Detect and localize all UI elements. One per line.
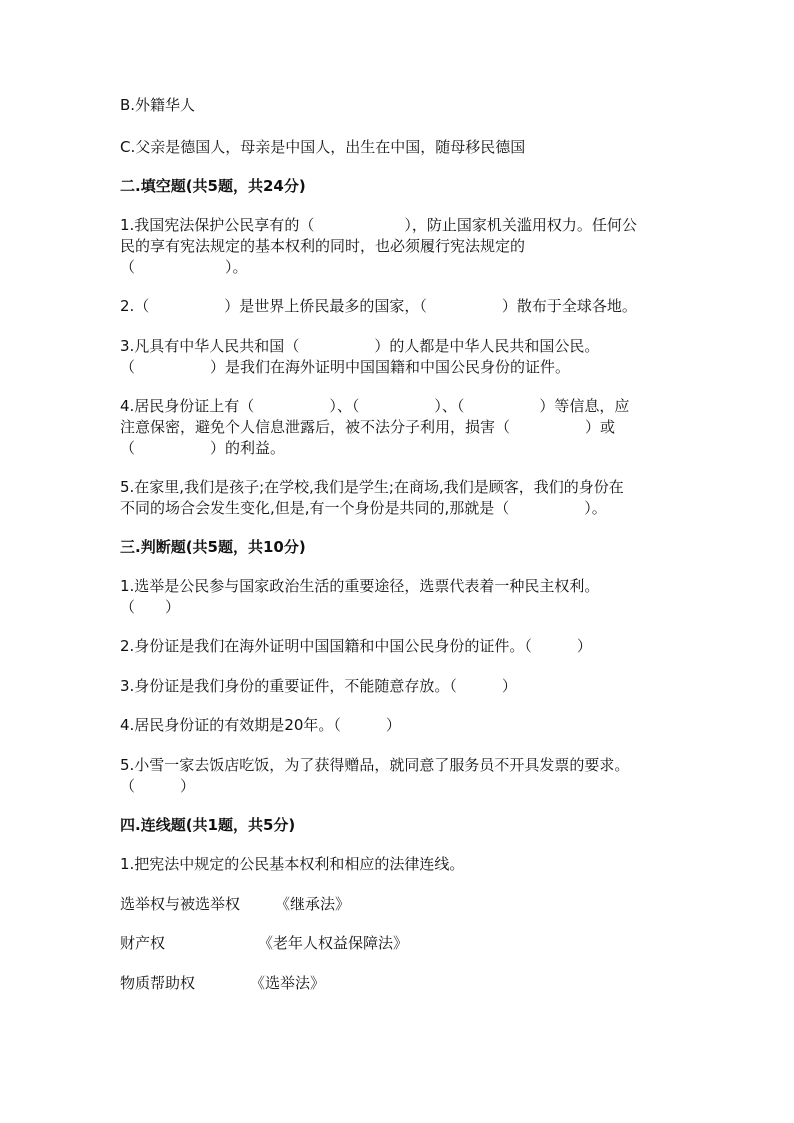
- section-heading-judgement: 三.判断题(共5题，共10分): [120, 538, 306, 556]
- fill-q4-line2: 注意保密，避免个人信息泄露后，被不法分子利用，损害（ ）或: [120, 418, 616, 436]
- judge-q2-line1: 2.身份证是我们在海外证明中国国籍和中国公民身份的证件。（ ）: [120, 637, 592, 655]
- judge-q1-line1: 1.选举是公民参与国家政治生活的重要途径，选票代表着一种民主权利。: [120, 577, 600, 595]
- fill-q2-line1: 2.（ ）是世界上侨民最多的国家，（ ）散布于全球各地。: [120, 297, 637, 315]
- judge-q4-line1: 4.居民身份证的有效期是20年。（ ）: [120, 716, 401, 734]
- fill-q4-line1: 4.居民身份证上有（ ）、（ ）、（ ）等信息，应: [120, 397, 630, 415]
- match-row-right-1: 选举权与被选举权: [120, 895, 241, 913]
- fill-q3-line2: （ ）是我们在海外证明中国国籍和中国公民身份的证件。: [120, 358, 571, 376]
- match-q1-line1: 1.把宪法中规定的公民基本权利和相应的法律连线。: [120, 855, 465, 873]
- judge-q1-line2: （ ）: [120, 598, 181, 616]
- fill-q5-line1: 5.在家里,我们是孩子;在学校,我们是学生;在商场,我们是顾客，我们的身份在: [120, 478, 624, 496]
- fill-q1-line1: 1.我国宪法保护公民享有的（ ），防止国家机关滥用权力。任何公: [120, 216, 637, 234]
- match-row-right-2: 财产权: [120, 934, 166, 952]
- section-heading-matching: 四.连线题(共1题，共5分): [120, 816, 296, 834]
- section-heading-fill-in: 二.填空题(共5题，共24分): [120, 177, 306, 195]
- fill-q3-line1: 3.凡具有中华人民共和国（ ）的人都是中华人民共和国公民。: [120, 337, 600, 355]
- option-b: B.外籍华人: [120, 96, 196, 114]
- fill-q1-line3: （ ）。: [120, 258, 248, 276]
- judge-q5-line1: 5.小雪一家去饭店吃饭，为了获得赠品，就同意了服务员不开具发票的要求。: [120, 756, 630, 774]
- match-row-law-1: 《继承法》: [275, 895, 351, 913]
- judge-q3-line1: 3.身份证是我们身份的重要证件，不能随意存放。（ ）: [120, 677, 517, 695]
- fill-q5-line2: 不同的场合会发生变化,但是,有一个身份是共同的,那就是（ ）。: [120, 499, 607, 517]
- fill-q1-line2: 民的享有宪法规定的基本权利的同时，也必须履行宪法规定的: [120, 237, 526, 255]
- match-row-law-2: 《老年人权益保障法》: [258, 934, 409, 952]
- match-row-right-3: 物质帮助权: [120, 974, 196, 992]
- judge-q5-line2: （ ）: [120, 777, 196, 795]
- fill-q4-line3: （ ）的利益。: [120, 439, 286, 457]
- match-row-law-3: 《选举法》: [250, 974, 326, 992]
- option-c: C.父亲是德国人，母亲是中国人，出生在中国，随母移民德国: [120, 138, 526, 156]
